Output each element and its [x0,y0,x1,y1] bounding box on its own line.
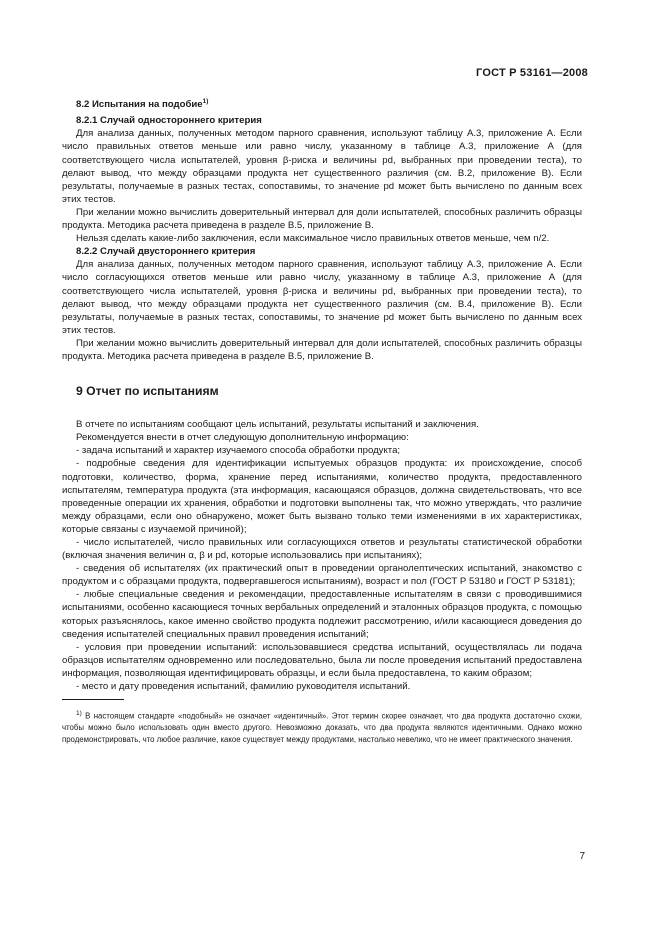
list-item: - любые специальные сведения и рекомендации, предоставленные испытателям в связи с проводившимися испытаниями, особенно касающиеся точных вербальных определений и эталонных образцов продукта, с помощью которых разъяснялось, какое именно свойство продукта подлежит рассмотрению, и/или касающиеся доведения до сведения испытателей специальных правил проведения испытаний; [62,589,582,640]
page-number: 7 [579,851,585,862]
section-8-2-2-heading: 8.2.2 Случай двустороннего критерия [76,246,256,258]
list-item: - место и дату проведения испытаний, фамилию руководителя испытаний. [76,681,411,693]
paragraph: Для анализа данных, полученных методом парного сравнения, используют таблицу А.3, приложение А. Если число согласующихся ответов меньше или равно числу, указанному в таблице А.3, приложение А (для соответствующего числа испытателей, уровня β-риска и величины pd, выбранных при проведении теста), то делают вывод, что между образцами продукта нет существенного различия (см. В.4, приложение В). Если результаты, получаемые в разных тестах, сопоставимы, то значение pd может быть вычислено по данным всех этих тестов. [62,259,582,336]
document-code-header: ГОСТ Р 53161—2008 [476,67,588,79]
section-8-2-title: 8.2 Испытания на подобие [76,99,203,111]
page-body [62,95,582,753]
footnote-ref: 1) [202,98,209,105]
list-item: - задача испытаний и характер изучаемого способа обработки продукта; [76,445,401,457]
footnote-mark: 1) [76,710,82,718]
list-item: - сведения об испытателях (их практический опыт в проведении органолептических испытаний, знакомство с продуктом и с образцами продукта, подвергавшегося испытаниям), возраст и пол (ГОСТ Р 53180 и ГОСТ Р 53181); [62,563,582,588]
list-item: - подробные сведения для идентификации испытуемых образцов продукта: их происхождение, способ подготовки, количество, форма, хранение перед испытаниями, количество продукта, предоставленного испытателям, температура продукта (эта информация, касающаяся образцов, должна свидетельствовать, что все проведенные операции их хранения, обработки и подготовки выполнены так, что можно утверждать, что различие между образцами, если оно обнаружено, может быть вызвано только теми изменениями в их характеристиках, которые связаны с изучаемой причиной); [62,458,582,535]
paragraph: Для анализа данных, полученных методом парного сравнения, используют таблицу А.3, приложение А. Если число правильных ответов меньше или равно числу, указанному в таблице А.3, приложение А (для соответствующего числа испытателей, уровня β-риска и величины pd, выбранных при проведении теста), то делают вывод, что между образцами продукта нет существенного различия (см. В.2, приложение В). Если результаты, получаемые в разных тестах, сопоставимы, то значение pd может быть вычислено по данным всех этих тестов. [62,128,582,205]
paragraph: При желании можно вычислить доверительный интервал для доли испытателей, способных различить образцы продукта. Методика расчета приведена в разделе В.5, приложение В. [62,337,582,362]
section-8-2-1-heading: 8.2.1 Случай одностороннего критерия [76,115,262,127]
paragraph: В отчете по испытаниям сообщают цель испытаний, результаты испытаний и заключения. [76,419,479,431]
paragraph: Нельзя сделать какие-либо заключения, если максимальное число правильных ответов меньше, чем n/2. [76,233,550,245]
paragraph: При желании можно вычислить доверительный интервал для доли испытателей, способных различить образцы продукта. Методика расчета приведена в разделе В.5, приложение В. [62,206,582,232]
section-8-2-heading [62,95,582,111]
section-9-heading: 9 Отчет по испытаниям [76,384,219,399]
footnote-text: В настоящем стандарте «подобный» не означает «идентичный». Этот термин скорее означает, что два продукта достаточно схожи, чтобы можно было использовать один вместо другого. Невозможно доказать, что два продукта являются идентичными. Однако можно продемонстрировать, что любое различие, какое существует между продуктами, настолько невелико, что не имеет практического значения. [62,711,583,744]
list-item: - условия при проведении испытаний: использовавшиеся средства испытаний, осуществлялась ли подача образцов испытателям одновременно или последовательно, была ли после проведения испытаний предоставлена информация, позволяющая идентифицировать образцы, и если была предоставлена, то каким образом; [62,641,582,679]
paragraph: Рекомендуется внести в отчет следующую дополнительную информацию: [76,432,409,444]
footnote [62,708,582,745]
list-item: - число испытателей, число правильных или согласующихся ответов и результаты статистической обработки (включая значения величин α, β и pd, которые использовались при испытаниях); [62,537,582,562]
footnote-separator [62,699,124,700]
